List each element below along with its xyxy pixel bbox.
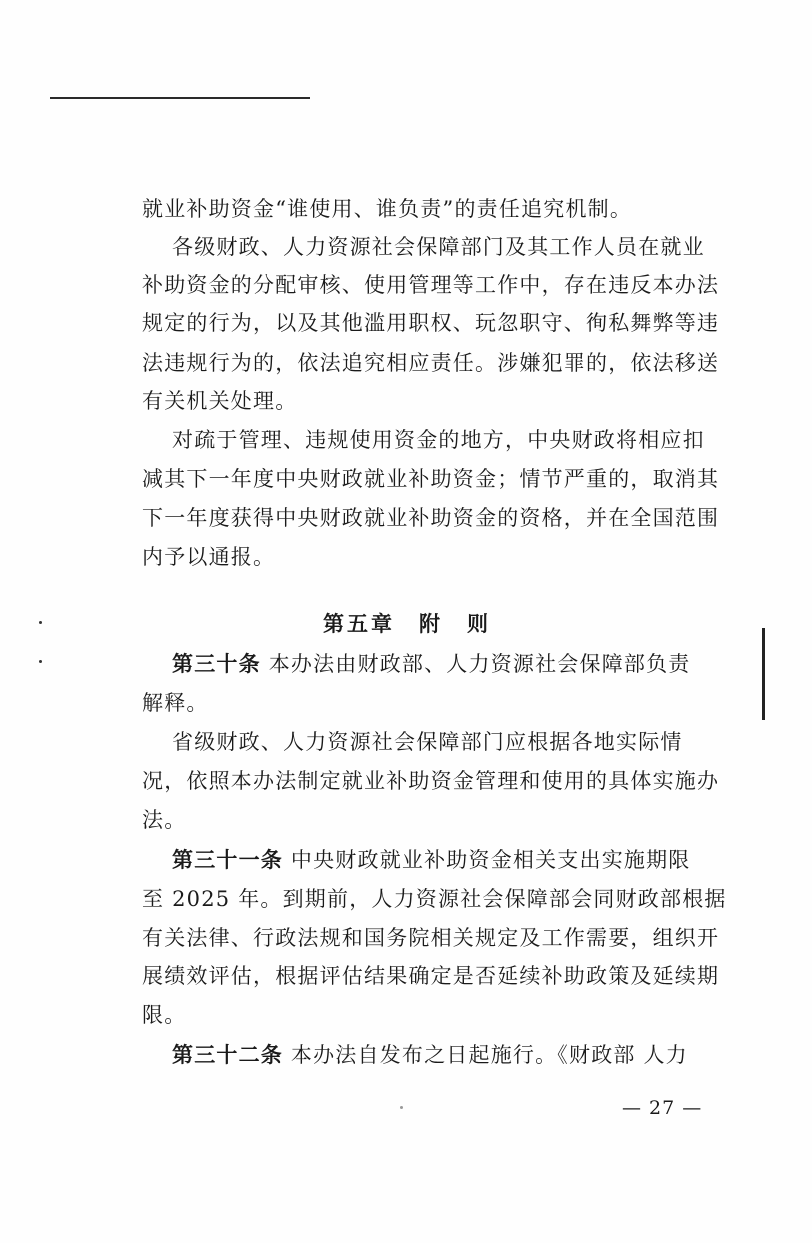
- scan-dot: [39, 660, 42, 663]
- article-30-text: 本办法由财政部、人力资源社会保障部负责: [268, 652, 691, 676]
- scan-dot: [400, 1106, 403, 1109]
- text-line: 对疏于管理、违规使用资金的地方，中央财政将相应扣: [172, 428, 705, 452]
- article-30-title: 第三十条: [172, 651, 261, 676]
- page-number: — 27 —: [622, 1097, 703, 1119]
- text-line: 规定的行为，以及其他滥用职权、玩忽职守、徇私舞弊等违: [142, 311, 720, 335]
- text-line: 法违规行为的，依法追究相应责任。涉嫌犯罪的，依法移送: [142, 351, 720, 375]
- text-line: 就业补助资金“谁使用、谁负责”的责任追究机制。: [142, 197, 633, 221]
- scan-margin-mark: [762, 628, 765, 720]
- text-line: 有关机关处理。: [142, 389, 298, 413]
- text-line: 限。: [142, 1003, 187, 1027]
- text-line: 减其下一年度中央财政就业补助资金；情节严重的，取消其: [142, 467, 720, 491]
- text-line: 法。: [142, 808, 187, 832]
- text-line: 有关法律、行政法规和国务院相关规定及工作需要，组织开: [142, 926, 720, 950]
- article-32-text: 本办法自发布之日起施行。《财政部 人力: [290, 1043, 688, 1067]
- text-line: 展绩效评估，根据评估结果确定是否延续补助政策及延续期: [142, 964, 720, 988]
- text-line: 解释。: [142, 691, 209, 715]
- header-rule: [50, 97, 310, 99]
- article-32-title: 第三十二条: [172, 1042, 283, 1067]
- text-line: 至 2025 年。到期前，人力资源社会保障部会同财政部根据: [142, 887, 727, 911]
- text-line: 内予以通报。: [142, 545, 276, 569]
- article-31-text: 中央财政就业补助资金相关支出实施期限: [290, 848, 691, 872]
- text-line: 各级财政、人力资源社会保障部门及其工作人员在就业: [172, 235, 705, 259]
- scan-dot: [39, 621, 42, 624]
- article-31-line: [172, 846, 691, 874]
- text-line: 下一年度获得中央财政就业补助资金的资格，并在全国范围: [142, 506, 720, 530]
- article-32-line: [172, 1041, 688, 1069]
- article-31-title: 第三十一条: [172, 847, 283, 872]
- text-line: 省级财政、人力资源社会保障部门应根据各地实际情: [172, 730, 683, 754]
- chapter-heading: 第五章 附 则: [323, 611, 491, 636]
- article-30-line: [172, 650, 691, 678]
- text-line: 况，依照本办法制定就业补助资金管理和使用的具体实施办: [142, 769, 720, 793]
- text-line: 补助资金的分配审核、使用管理等工作中，存在违反本办法: [142, 273, 720, 297]
